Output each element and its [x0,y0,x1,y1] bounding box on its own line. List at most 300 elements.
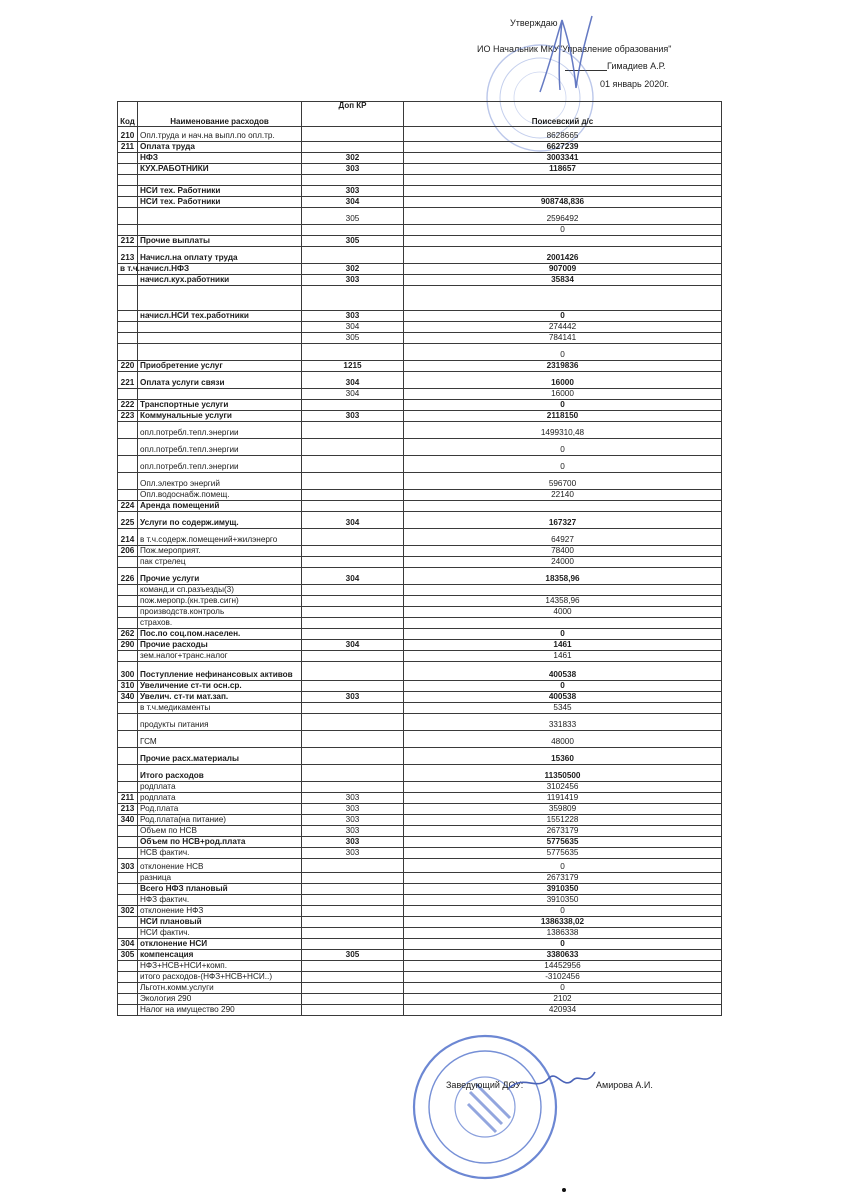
footer-name: Амирова А.И. [596,1080,653,1090]
row-value: 420934 [404,1005,722,1016]
row-value: 3380633 [404,950,722,961]
row-name: команд.и сп.разъезды(3) [138,585,302,596]
row-value: 1386338 [404,928,722,939]
row-code [118,928,138,939]
row-dop: 302 [302,264,404,275]
row-code: 340 [118,815,138,826]
row-dop: 303 [302,837,404,848]
row-dop [302,344,404,361]
row-code [118,389,138,400]
row-name: Увелич. ст-ти мат.зап. [138,692,302,703]
row-value: 0 [404,939,722,950]
row-dop [302,917,404,928]
row-value [404,286,722,311]
row-dop [302,994,404,1005]
row-code [118,490,138,501]
row-name: Пож.мероприят. [138,546,302,557]
row-code [118,175,138,186]
row-code [118,826,138,837]
approval-date: 01 январь 2020г. [600,79,669,89]
row-dop: 304 [302,568,404,585]
row-code: 210 [118,127,138,142]
row-value: 78400 [404,546,722,557]
row-dop [302,906,404,917]
row-value: 1461 [404,651,722,662]
row-name: начисл.НСИ тех.работники [138,311,302,322]
table-row [118,681,722,692]
row-value [404,175,722,186]
table-row [118,208,722,225]
row-name [138,225,302,236]
row-dop [302,873,404,884]
footer-role: Заведующий ДОУ: [446,1080,524,1090]
row-name: Объем по НСВ [138,826,302,837]
row-dop [302,961,404,972]
row-value: 2673179 [404,873,722,884]
table-row [118,848,722,859]
row-code: 224 [118,501,138,512]
row-value: 167327 [404,512,722,529]
row-name [138,208,302,225]
row-name: Налог на имущество 290 [138,1005,302,1016]
row-name: Льготн.комм.услуги [138,983,302,994]
table-row [118,546,722,557]
table-row [118,372,722,389]
header-value: Поисевский д/с [404,102,722,127]
row-value: 784141 [404,333,722,344]
row-name [138,333,302,344]
row-code [118,422,138,439]
row-dop [302,142,404,153]
row-name: продукты питания [138,714,302,731]
row-code [118,765,138,782]
row-name: отклонение НСИ [138,939,302,950]
row-name: страхов. [138,618,302,629]
row-code: 226 [118,568,138,585]
row-value: 0 [404,225,722,236]
table-row [118,411,722,422]
row-name: КУХ.РАБОТНИКИ [138,164,302,175]
row-code [118,618,138,629]
row-dop [302,490,404,501]
row-code: 300 [118,662,138,681]
table-row [118,236,722,247]
row-value: 4000 [404,607,722,618]
row-name: компенсация [138,950,302,961]
row-value: 8628665 [404,127,722,142]
row-code: 302 [118,906,138,917]
row-code: 305 [118,950,138,961]
row-name: пак стрелец [138,557,302,568]
row-code [118,994,138,1005]
table-row [118,197,722,208]
row-code: 213 [118,247,138,264]
row-dop: 303 [302,275,404,286]
scan-speck [562,1188,566,1192]
row-dop [302,714,404,731]
row-dop [302,703,404,714]
row-code: 211 [118,142,138,153]
row-name: итого расходов-(НФЗ+НСВ+НСИ..) [138,972,302,983]
row-dop [302,983,404,994]
row-name: Начисл.на оплату труда [138,247,302,264]
row-dop: 305 [302,208,404,225]
table-row [118,389,722,400]
row-dop [302,681,404,692]
table-row [118,917,722,928]
table-row [118,529,722,546]
row-code [118,153,138,164]
table-row [118,782,722,793]
row-code [118,837,138,848]
row-dop [302,884,404,895]
row-code: 304 [118,939,138,950]
table-row [118,322,722,333]
row-value: 48000 [404,731,722,748]
table-row [118,164,722,175]
row-name: Коммунальные услуги [138,411,302,422]
row-code [118,651,138,662]
row-value: 331833 [404,714,722,731]
row-dop [302,618,404,629]
table-row [118,142,722,153]
row-name: Приобретение услуг [138,361,302,372]
table-row [118,714,722,731]
row-name: Поступление нефинансовых активов [138,662,302,681]
header-code: Код [118,102,138,127]
row-dop: 303 [302,164,404,175]
row-value: 0 [404,344,722,361]
row-dop [302,596,404,607]
row-value: 0 [404,629,722,640]
row-dop: 304 [302,197,404,208]
row-code [118,983,138,994]
row-dop: 303 [302,815,404,826]
row-name: Оплата труда [138,142,302,153]
table-row [118,127,722,142]
table-row [118,939,722,950]
row-dop [302,247,404,264]
table-row [118,1005,722,1016]
row-name: производств.контроль [138,607,302,618]
row-value: 400538 [404,662,722,681]
row-name: Всего НФЗ плановый [138,884,302,895]
row-code [118,895,138,906]
row-name: Экология 290 [138,994,302,1005]
row-dop: 304 [302,322,404,333]
row-code: 221 [118,372,138,389]
row-value: 24000 [404,557,722,568]
row-value: 0 [404,456,722,473]
row-name: в т.ч.медикаменты [138,703,302,714]
table-row [118,439,722,456]
row-dop: 304 [302,389,404,400]
row-code: 222 [118,400,138,411]
row-name: НФЗ [138,153,302,164]
table-row [118,731,722,748]
table-row [118,950,722,961]
row-name: родплата [138,793,302,804]
row-code [118,961,138,972]
table-row [118,333,722,344]
row-value: 359809 [404,804,722,815]
table-row [118,815,722,826]
table-row [118,703,722,714]
row-code [118,782,138,793]
row-value: 3003341 [404,153,722,164]
row-value: 3102456 [404,782,722,793]
row-name: опл.потребл.тепл.энергии [138,422,302,439]
row-name: Прочие выплаты [138,236,302,247]
row-value: -3102456 [404,972,722,983]
table-row [118,501,722,512]
row-value: 274442 [404,322,722,333]
row-dop: 303 [302,826,404,837]
table-row [118,286,722,311]
row-code: 290 [118,640,138,651]
header-dop: Доп КР [302,102,404,127]
row-code [118,714,138,731]
table-row [118,175,722,186]
row-value: 2596492 [404,208,722,225]
table-row [118,607,722,618]
approval-signature [530,10,600,100]
row-code [118,972,138,983]
table-row [118,512,722,529]
row-code [118,286,138,311]
row-name: НСИ фактич. [138,928,302,939]
row-name: Объем по НСВ+род.плата [138,837,302,848]
row-code: 220 [118,361,138,372]
table-row [118,400,722,411]
row-name: Род.плата [138,804,302,815]
row-value: 908748,836 [404,197,722,208]
row-value: 14452956 [404,961,722,972]
row-name: Аренда помещений [138,501,302,512]
row-code [118,333,138,344]
row-code: 213 [118,804,138,815]
row-name: НСИ плановый [138,917,302,928]
row-dop [302,859,404,873]
row-name: родплата [138,782,302,793]
row-code [118,456,138,473]
row-code: в т.ч. [118,264,138,275]
row-dop [302,225,404,236]
table-row [118,225,722,236]
row-name [138,344,302,361]
row-name: Опл.электро энергий [138,473,302,490]
row-value: 1499310,48 [404,422,722,439]
row-name: Опл.водоснабж.помещ. [138,490,302,501]
table-row [118,473,722,490]
row-name: Итого расходов [138,765,302,782]
table-row [118,662,722,681]
row-value: 2001426 [404,247,722,264]
table-row [118,906,722,917]
row-name: Прочие расх.материалы [138,748,302,765]
row-name: отклонение НСВ [138,859,302,873]
row-code [118,208,138,225]
row-name: отклонение НФЗ [138,906,302,917]
row-dop [302,501,404,512]
row-dop: 303 [302,411,404,422]
row-code: 223 [118,411,138,422]
row-value: 3910350 [404,895,722,906]
row-dop [302,127,404,142]
row-dop [302,400,404,411]
row-code [118,607,138,618]
row-dop: 305 [302,236,404,247]
row-dop [302,529,404,546]
table-row [118,640,722,651]
institution-stamp [410,1032,560,1182]
row-name: НСИ тех. Работники [138,197,302,208]
row-code: 211 [118,793,138,804]
row-name [138,286,302,311]
table-row [118,884,722,895]
table-row [118,311,722,322]
row-value: 596700 [404,473,722,490]
row-dop [302,546,404,557]
row-name: Опл.труда и нач.на выпл.по опл.тр. [138,127,302,142]
row-code [118,197,138,208]
row-name: Пос.по соц.пом.населен. [138,629,302,640]
row-code [118,884,138,895]
row-name: начисл.НФЗ [138,264,302,275]
row-code [118,585,138,596]
row-dop: 304 [302,512,404,529]
row-value: 16000 [404,389,722,400]
row-value: 16000 [404,372,722,389]
table-row [118,490,722,501]
row-code: 206 [118,546,138,557]
row-dop [302,557,404,568]
row-dop: 304 [302,372,404,389]
row-code: 214 [118,529,138,546]
table-row [118,748,722,765]
table-row [118,961,722,972]
row-value: 1551228 [404,815,722,826]
row-name: НФЗ+НСВ+НСИ+комп. [138,961,302,972]
row-name: Транспортные услуги [138,400,302,411]
row-dop [302,585,404,596]
row-name: НФЗ фактич. [138,895,302,906]
row-dop [302,782,404,793]
row-value [404,236,722,247]
row-value: 35834 [404,275,722,286]
row-dop [302,1005,404,1016]
row-code: 340 [118,692,138,703]
row-dop [302,286,404,311]
row-name: Оплата услуги связи [138,372,302,389]
row-dop [302,662,404,681]
row-dop: 303 [302,186,404,197]
row-name [138,175,302,186]
table-row [118,859,722,873]
row-value: 6627239 [404,142,722,153]
row-dop: 303 [302,793,404,804]
row-dop: 302 [302,153,404,164]
table-row [118,994,722,1005]
row-dop [302,972,404,983]
row-dop [302,607,404,618]
row-value: 1386338,02 [404,917,722,928]
row-name: зем.налог+транс.налог [138,651,302,662]
table-row [118,895,722,906]
row-code [118,275,138,286]
row-code [118,1005,138,1016]
row-dop: 1215 [302,361,404,372]
table-row [118,629,722,640]
row-code [118,311,138,322]
row-value: 0 [404,400,722,411]
row-value: 1191419 [404,793,722,804]
row-value [404,186,722,197]
row-name [138,389,302,400]
row-name: опл.потребл.тепл.энергии [138,456,302,473]
row-name: в т.ч.содерж.помещений+жилэнерго [138,529,302,546]
row-value: 2673179 [404,826,722,837]
row-code [118,848,138,859]
row-code [118,186,138,197]
row-code [118,439,138,456]
row-name: ГСМ [138,731,302,748]
table-row [118,344,722,361]
approval-signer: Гимадиев А.Р. [607,61,666,71]
row-dop [302,175,404,186]
table-row [118,247,722,264]
row-code [118,703,138,714]
table-row [118,361,722,372]
row-code [118,748,138,765]
row-code [118,917,138,928]
table-row [118,596,722,607]
table-row [118,585,722,596]
row-value: 2102 [404,994,722,1005]
row-value: 11350500 [404,765,722,782]
row-value: 18358,96 [404,568,722,585]
row-value: 0 [404,983,722,994]
row-value: 5775635 [404,837,722,848]
table-row [118,264,722,275]
row-code [118,731,138,748]
table-row [118,456,722,473]
table-row [118,692,722,703]
row-name: пож.меропр.(кн.трев.сигн) [138,596,302,607]
row-value: 0 [404,681,722,692]
row-value: 64927 [404,529,722,546]
row-code: 212 [118,236,138,247]
row-value: 0 [404,439,722,456]
row-name: начисл.кух.работники [138,275,302,286]
row-code [118,557,138,568]
table-row [118,618,722,629]
table-row [118,568,722,585]
table-row [118,422,722,439]
footer-signature [505,1066,600,1096]
row-value [404,585,722,596]
row-dop [302,748,404,765]
row-name: опл.потребл.тепл.энергии [138,439,302,456]
row-code: 303 [118,859,138,873]
row-dop [302,928,404,939]
row-code [118,473,138,490]
row-dop [302,629,404,640]
row-value: 0 [404,859,722,873]
row-code [118,164,138,175]
table-row [118,983,722,994]
row-value [404,618,722,629]
